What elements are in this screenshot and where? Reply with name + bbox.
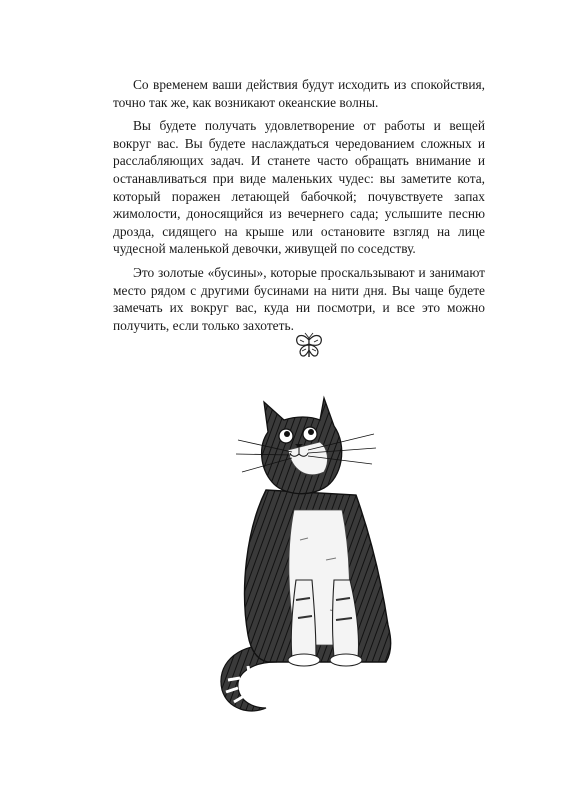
butterfly-icon (292, 330, 326, 364)
cat-illustration (196, 390, 426, 720)
paragraph-2: Вы будете получать удовлетворение от работы и вещей вокруг вас. Вы будете наслаждаться чередованием сложных и расслабляющих задач. И станете часто обращать внимание и останавливаться при виде маленьких чудес: вы заметите кота, который поражен летающей бабочкой; почувствуете запах жимолости, доносящийся из вечернего сада; услышите песню дрозда, сидящего на крыше или остановите взгляд на лице чудесной маленькой девочки, живущей по соседству. (113, 118, 485, 257)
paragraph-1: Со временем ваши действия будут исходить из спокойствия, точно так же, как возникают океанские волны. (113, 77, 485, 110)
paragraph-3: Это золотые «бусины», которые проскальзывают и занимают место рядом с другими бусинами на нити дня. Вы чаще будете замечать их вокруг вас, куда ни посмотри, и все это можно получить, если только захотеть. (113, 264, 485, 333)
body-text (113, 76, 485, 340)
